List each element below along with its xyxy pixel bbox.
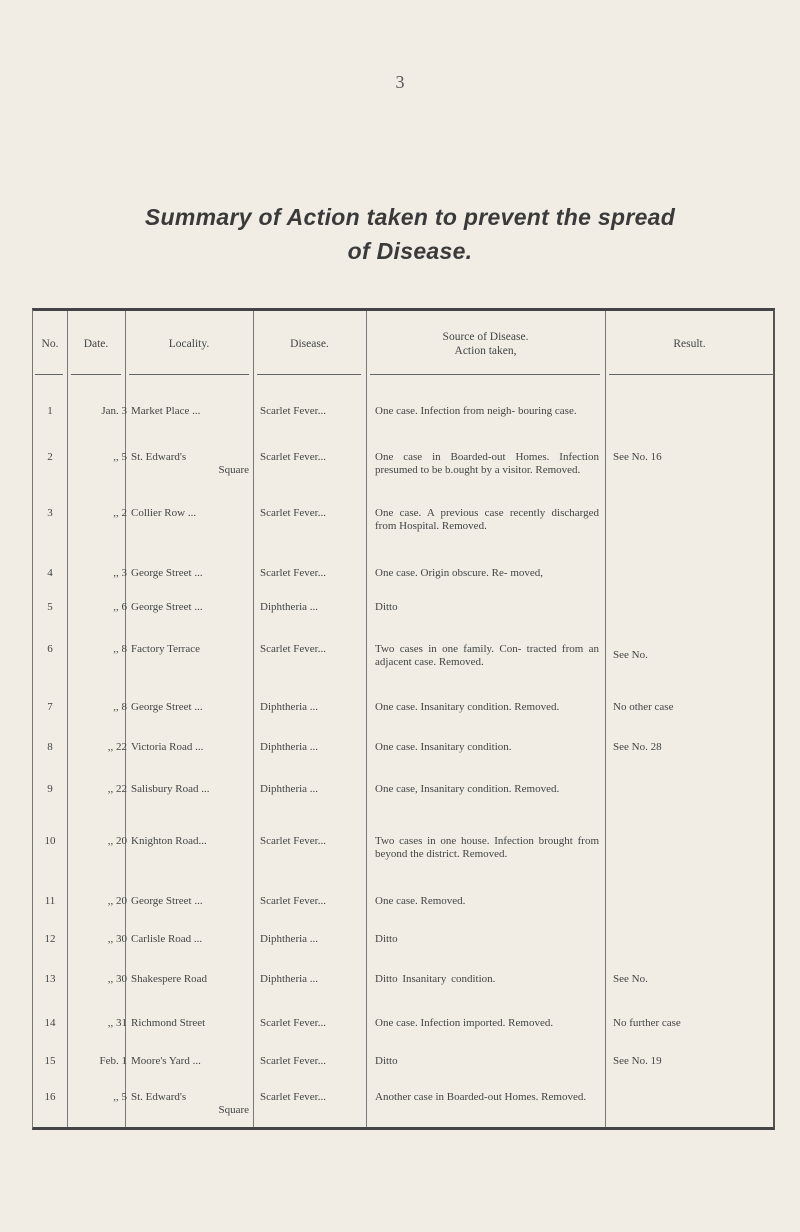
cell-date: Jan. 3 bbox=[101, 405, 127, 417]
header-rule bbox=[257, 374, 361, 375]
cell-result: See No. 28 bbox=[613, 741, 662, 753]
cell-no: 1 bbox=[47, 405, 53, 417]
cell-locality: George Street ... bbox=[131, 567, 203, 579]
cell-date: ,, 8 bbox=[113, 643, 127, 655]
column-divider bbox=[67, 311, 68, 1127]
header-source bbox=[366, 311, 605, 377]
cell-source: Ditto Insanitary condition. bbox=[375, 973, 496, 985]
cell-no: 13 bbox=[44, 973, 56, 985]
cell-locality bbox=[131, 1091, 251, 1117]
cell-no: 9 bbox=[47, 783, 53, 795]
header-locality: Locality. bbox=[168, 338, 210, 350]
cell-date: ,, 5 bbox=[113, 1091, 127, 1103]
cell-source: Ditto bbox=[375, 601, 398, 613]
cell-no: 14 bbox=[44, 1017, 56, 1029]
title-line-2: of Disease. bbox=[347, 238, 473, 264]
cell-disease: Scarlet Fever... bbox=[260, 1091, 326, 1103]
cell-locality: Knighton Road... bbox=[131, 835, 207, 847]
cell-locality-line-1: St. Edward's bbox=[131, 451, 187, 463]
header-rule bbox=[129, 374, 249, 375]
header-no: No. bbox=[41, 338, 59, 350]
cell-disease: Scarlet Fever... bbox=[260, 643, 326, 655]
cell-date: ,, 5 bbox=[113, 451, 127, 463]
cell-date: ,, 22 bbox=[107, 741, 127, 753]
cell-source: One case. Insanitary condition. bbox=[375, 741, 512, 753]
header-source-line-1: Source of Disease. bbox=[442, 331, 529, 343]
cell-disease: Scarlet Fever... bbox=[260, 451, 326, 463]
header-date: Date. bbox=[83, 338, 109, 350]
cell-disease: Diphtheria ... bbox=[260, 741, 319, 753]
column-divider bbox=[125, 311, 126, 1127]
cell-date: ,, 8 bbox=[113, 701, 127, 713]
cell-locality: Richmond Street bbox=[131, 1017, 206, 1029]
cell-no: 10 bbox=[44, 835, 56, 847]
summary-table bbox=[32, 308, 775, 1130]
cell-source: Ditto bbox=[375, 933, 398, 945]
cell-locality: Shakespere Road bbox=[131, 973, 208, 985]
cell-disease: Diphtheria ... bbox=[260, 973, 319, 985]
cell-source: One case. Origin obscure. Re- moved, bbox=[375, 567, 544, 579]
cell-disease: Scarlet Fever... bbox=[260, 895, 326, 907]
cell-date: ,, 31 bbox=[107, 1017, 127, 1029]
cell-disease: Scarlet Fever... bbox=[260, 1017, 326, 1029]
column-divider bbox=[253, 311, 254, 1127]
cell-no: 4 bbox=[47, 567, 53, 579]
cell-date: ,, 6 bbox=[113, 601, 127, 613]
cell-disease: Scarlet Fever... bbox=[260, 567, 326, 579]
cell-disease: Scarlet Fever... bbox=[260, 507, 326, 519]
header-rule bbox=[35, 374, 63, 375]
header-disease: Disease. bbox=[290, 338, 329, 350]
cell-locality: Factory Terrace bbox=[131, 643, 200, 655]
cell-locality: Salisbury Road ... bbox=[131, 783, 210, 795]
cell-source: Two cases in one family. Con- tracted from an adjacent case. Removed. bbox=[375, 643, 599, 668]
cell-date: ,, 22 bbox=[107, 783, 127, 795]
cell-source: One case. Removed. bbox=[375, 895, 466, 907]
page-number: 3 bbox=[395, 72, 405, 92]
cell-locality: George Street ... bbox=[131, 601, 203, 613]
cell-source: One case. Infection from neigh- bouring case. bbox=[375, 405, 577, 417]
cell-locality bbox=[131, 451, 251, 477]
cell-source: One case. A previous case recently discharged from Hospital. Removed. bbox=[375, 507, 599, 532]
cell-locality-line-2: Square bbox=[218, 1104, 249, 1116]
cell-result: No other case bbox=[613, 701, 674, 713]
cell-locality: Victoria Road ... bbox=[131, 741, 204, 753]
cell-source: Another case in Boarded-out Homes. Removed. bbox=[375, 1091, 587, 1103]
cell-no: 12 bbox=[44, 933, 56, 945]
cell-locality-line-1: St. Edward's bbox=[131, 1091, 187, 1103]
cell-result: See No. bbox=[613, 649, 648, 661]
cell-date: ,, 3 bbox=[113, 567, 127, 579]
cell-locality: Carlisle Road ... bbox=[131, 933, 203, 945]
cell-no: 15 bbox=[44, 1055, 56, 1067]
cell-date: ,, 2 bbox=[113, 507, 127, 519]
cell-result: See No. 19 bbox=[613, 1055, 662, 1067]
cell-date: ,, 20 bbox=[107, 835, 127, 847]
cell-locality: Moore's Yard ... bbox=[131, 1055, 201, 1067]
column-divider bbox=[605, 311, 606, 1127]
cell-locality: George Street ... bbox=[131, 895, 203, 907]
cell-locality: Collier Row ... bbox=[131, 507, 197, 519]
cell-no: 3 bbox=[47, 507, 53, 519]
header-rule bbox=[370, 374, 600, 375]
cell-no: 2 bbox=[47, 451, 53, 463]
cell-date: ,, 20 bbox=[107, 895, 127, 907]
cell-source: One case, Insanitary condition. Removed. bbox=[375, 783, 560, 795]
cell-no: 5 bbox=[47, 601, 53, 613]
cell-disease: Scarlet Fever... bbox=[260, 1055, 326, 1067]
header-rule bbox=[71, 374, 121, 375]
cell-locality: Market Place ... bbox=[131, 405, 201, 417]
cell-source: One case. Insanitary condition. Removed. bbox=[375, 701, 560, 713]
cell-disease: Diphtheria ... bbox=[260, 933, 319, 945]
cell-disease: Diphtheria ... bbox=[260, 601, 319, 613]
cell-source: Ditto bbox=[375, 1055, 398, 1067]
cell-no: 16 bbox=[44, 1091, 56, 1103]
column-divider bbox=[366, 311, 367, 1127]
cell-disease: Diphtheria ... bbox=[260, 783, 319, 795]
cell-no: 6 bbox=[47, 643, 53, 655]
cell-date: Feb. 1 bbox=[99, 1055, 127, 1067]
cell-locality-line-2: Square bbox=[218, 464, 249, 476]
header-result: Result. bbox=[673, 338, 706, 350]
cell-result: See No. 16 bbox=[613, 451, 662, 463]
cell-disease: Scarlet Fever... bbox=[260, 835, 326, 847]
cell-source: One case. Infection imported. Removed. bbox=[375, 1017, 554, 1029]
page-title bbox=[60, 200, 760, 268]
cell-date: ,, 30 bbox=[107, 933, 127, 945]
cell-no: 11 bbox=[44, 895, 56, 907]
header-source-line-2: Action taken, bbox=[454, 345, 517, 357]
cell-source: Two cases in one house. Infection brought from beyond the district. Removed. bbox=[375, 835, 599, 860]
cell-result: See No. bbox=[613, 973, 648, 985]
cell-source: One case in Boarded-out Homes. Infection presumed to be b.ought by a visitor. Removed. bbox=[375, 451, 599, 476]
cell-no: 8 bbox=[47, 741, 53, 753]
cell-disease: Scarlet Fever... bbox=[260, 405, 326, 417]
cell-disease: Diphtheria ... bbox=[260, 701, 319, 713]
title-line-1: Summary of Action taken to prevent the spread bbox=[144, 204, 676, 230]
cell-result: No further case bbox=[613, 1017, 681, 1029]
cell-date: ,, 30 bbox=[107, 973, 127, 985]
cell-no: 7 bbox=[47, 701, 53, 713]
cell-locality: George Street ... bbox=[131, 701, 203, 713]
header-rule bbox=[609, 374, 774, 375]
